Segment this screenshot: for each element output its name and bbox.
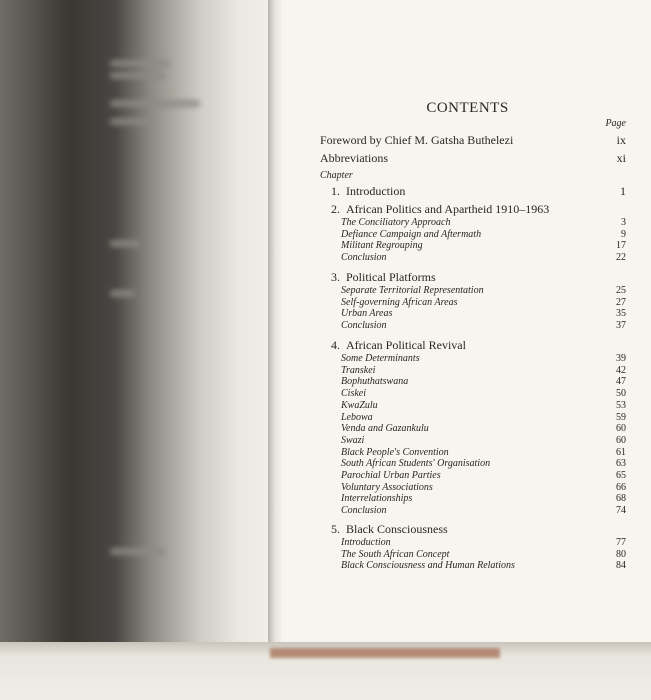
toc-entry-title <box>341 388 366 399</box>
toc-page-number: 65 <box>616 470 626 481</box>
section-entry <box>341 435 626 446</box>
toc-page-number: 66 <box>616 481 626 493</box>
toc-page-number: 61 <box>616 446 626 458</box>
entry-title-text: Defiance Campaign and Aftermath <box>341 228 482 240</box>
section-entry <box>341 482 626 493</box>
toc-page-number: xi <box>616 151 626 165</box>
section-entry <box>341 388 626 399</box>
chapter-entry <box>320 338 626 353</box>
entry-title-text: Black People's Convention <box>341 446 449 458</box>
section-entry <box>341 423 626 434</box>
chapter-entry <box>320 184 626 199</box>
section-entry <box>341 353 626 364</box>
toc-page-number: 77 <box>616 537 626 548</box>
entry-title-text: Conclusion <box>341 320 387 332</box>
toc-page-number: 47 <box>616 376 626 388</box>
toc-page-number: 35 <box>616 308 626 320</box>
entry-title-text: The Conciliatory Approach <box>341 217 451 228</box>
entry-title-text: Ciskei <box>341 388 366 400</box>
entry-title-text: Venda and Gazankulu <box>341 423 429 435</box>
toc-entry-title <box>341 435 364 446</box>
section-entry <box>341 549 626 560</box>
section-entry <box>341 400 626 411</box>
section-entry <box>341 470 626 481</box>
entry-title-text: Conclusion <box>341 505 387 517</box>
chapter-entry <box>320 522 626 537</box>
toc-page-number: 60 <box>616 434 626 446</box>
entry-title-text: Introduction <box>346 184 406 198</box>
section-entry <box>341 458 626 469</box>
toc-page-number: 60 <box>616 423 626 435</box>
toc-page-number: 74 <box>616 505 626 517</box>
entry-title-text: Self-governing African Areas <box>341 296 458 308</box>
toc-page-number: 53 <box>616 399 626 411</box>
toc-page-number: ix <box>616 133 626 147</box>
entry-title-text: Urban Areas <box>341 308 393 320</box>
toc-entry-title <box>320 151 388 166</box>
section-entry <box>341 308 626 319</box>
section-entry <box>341 447 626 458</box>
toc-entry-title <box>341 470 441 481</box>
toc-entry-title <box>341 376 408 387</box>
entry-title-text: African Political Revival <box>346 338 466 352</box>
entry-title-text: Interrelationships <box>341 493 413 505</box>
toc-page-number: 59 <box>616 411 626 423</box>
toc-page-number: 17 <box>616 240 626 252</box>
toc-entry-title <box>341 560 515 571</box>
section-entry <box>341 365 626 376</box>
page-column-label: Page <box>605 118 626 129</box>
toc-entry-title <box>341 217 450 228</box>
chapter-number: 4. <box>331 338 340 352</box>
toc-entry-title <box>341 229 481 240</box>
toc-entry-title <box>320 184 405 199</box>
toc-page-number: 80 <box>616 548 626 560</box>
toc-entry-title <box>341 505 387 516</box>
toc-page-number: 68 <box>616 493 626 505</box>
entry-title-text: Separate Territorial Representation <box>341 285 484 296</box>
section-entry <box>341 252 626 263</box>
entry-title-text: Black Consciousness and Human Relations <box>341 560 515 572</box>
toc-page-number: 84 <box>616 560 626 572</box>
entry-title-text: Bophuthatswana <box>341 376 409 388</box>
toc-entry-title <box>341 412 373 423</box>
chapter-entry <box>320 202 626 217</box>
toc-entry-title <box>341 353 420 364</box>
toc-entry-title <box>341 240 423 251</box>
entry-title-text: Introduction <box>341 537 391 548</box>
section-entry <box>341 376 626 387</box>
entry-title-text: Conclusion <box>341 252 387 264</box>
entry-title-text: Parochial Urban Parties <box>341 470 441 481</box>
entry-title-text: Voluntary Associations <box>341 481 433 493</box>
section-entry <box>341 537 626 548</box>
toc-page-number: 50 <box>616 388 626 400</box>
toc-entry-title <box>341 320 387 331</box>
toc-entry-title <box>320 338 466 353</box>
entry-title-text: The South African Concept <box>341 548 450 560</box>
toc-entry-title <box>341 400 378 411</box>
entry-title-text: Lebowa <box>341 411 373 423</box>
toc-entry-title <box>341 423 429 434</box>
chapter-entry <box>320 270 626 285</box>
entry-title-text: African Politics and Apartheid 1910–1963 <box>346 202 550 216</box>
toc-entry-title <box>341 308 392 319</box>
toc-entry-title <box>341 447 449 458</box>
toc-entry-title <box>341 297 457 308</box>
toc-page-number: 63 <box>616 458 626 470</box>
section-entry <box>341 560 626 571</box>
toc-entry-title <box>320 133 513 148</box>
toc-entry-title <box>341 493 412 504</box>
entry-title-text: Transkei <box>341 364 376 376</box>
chapter-number: 1. <box>331 184 340 198</box>
entry-title-text: Abbreviations <box>320 151 388 165</box>
section-entry <box>341 240 626 251</box>
entry-title-text: Militant Regrouping <box>341 240 423 252</box>
toc-page-number: 9 <box>621 228 626 240</box>
toc-entry-title <box>320 270 436 285</box>
toc-page-number: 22 <box>616 252 626 264</box>
contents-heading: CONTENTS <box>426 100 509 116</box>
section-entry <box>341 297 626 308</box>
entry-title-text: Swazi <box>341 434 365 446</box>
section-entry <box>341 412 626 423</box>
section-entry <box>341 493 626 504</box>
toc-page-number: 25 <box>616 285 626 296</box>
toc-entry-title <box>341 285 484 296</box>
toc-page-number: 42 <box>616 364 626 376</box>
chapter-number: 2. <box>331 202 340 216</box>
section-entry <box>341 320 626 331</box>
entry-title-text: KwaZulu <box>341 399 378 411</box>
toc-entry-title <box>320 202 549 217</box>
section-entry <box>341 505 626 516</box>
toc-page-number: 3 <box>621 217 626 228</box>
section-entry <box>341 229 626 240</box>
toc-page-number: 37 <box>616 320 626 332</box>
toc-entry-title <box>341 482 433 493</box>
front-matter-entry <box>320 133 626 148</box>
chapter-column-label: Chapter <box>320 170 353 181</box>
toc-page-number: 27 <box>616 296 626 308</box>
entry-title-text: Black Consciousness <box>346 522 448 536</box>
toc-entry-title <box>341 549 449 560</box>
entry-title-text: South African Students' Organisation <box>341 458 491 470</box>
entry-title-text: Foreword by Chief M. Gatsha Buthelezi <box>320 133 514 147</box>
toc-page-number: 1 <box>620 184 626 198</box>
toc-entry-title <box>341 252 387 263</box>
toc-entry-title <box>341 537 391 548</box>
chapter-number: 5. <box>331 522 340 536</box>
toc-entry-title <box>320 522 448 537</box>
entry-title-text: Some Determinants <box>341 353 420 364</box>
chapter-number: 3. <box>331 270 340 284</box>
section-entry <box>341 217 626 228</box>
toc-entry-title <box>341 458 490 469</box>
entry-title-text: Political Platforms <box>346 270 436 284</box>
toc-page-number: 39 <box>616 353 626 364</box>
front-matter-entry <box>320 151 626 166</box>
section-entry <box>341 285 626 296</box>
toc-entry-title <box>341 365 375 376</box>
